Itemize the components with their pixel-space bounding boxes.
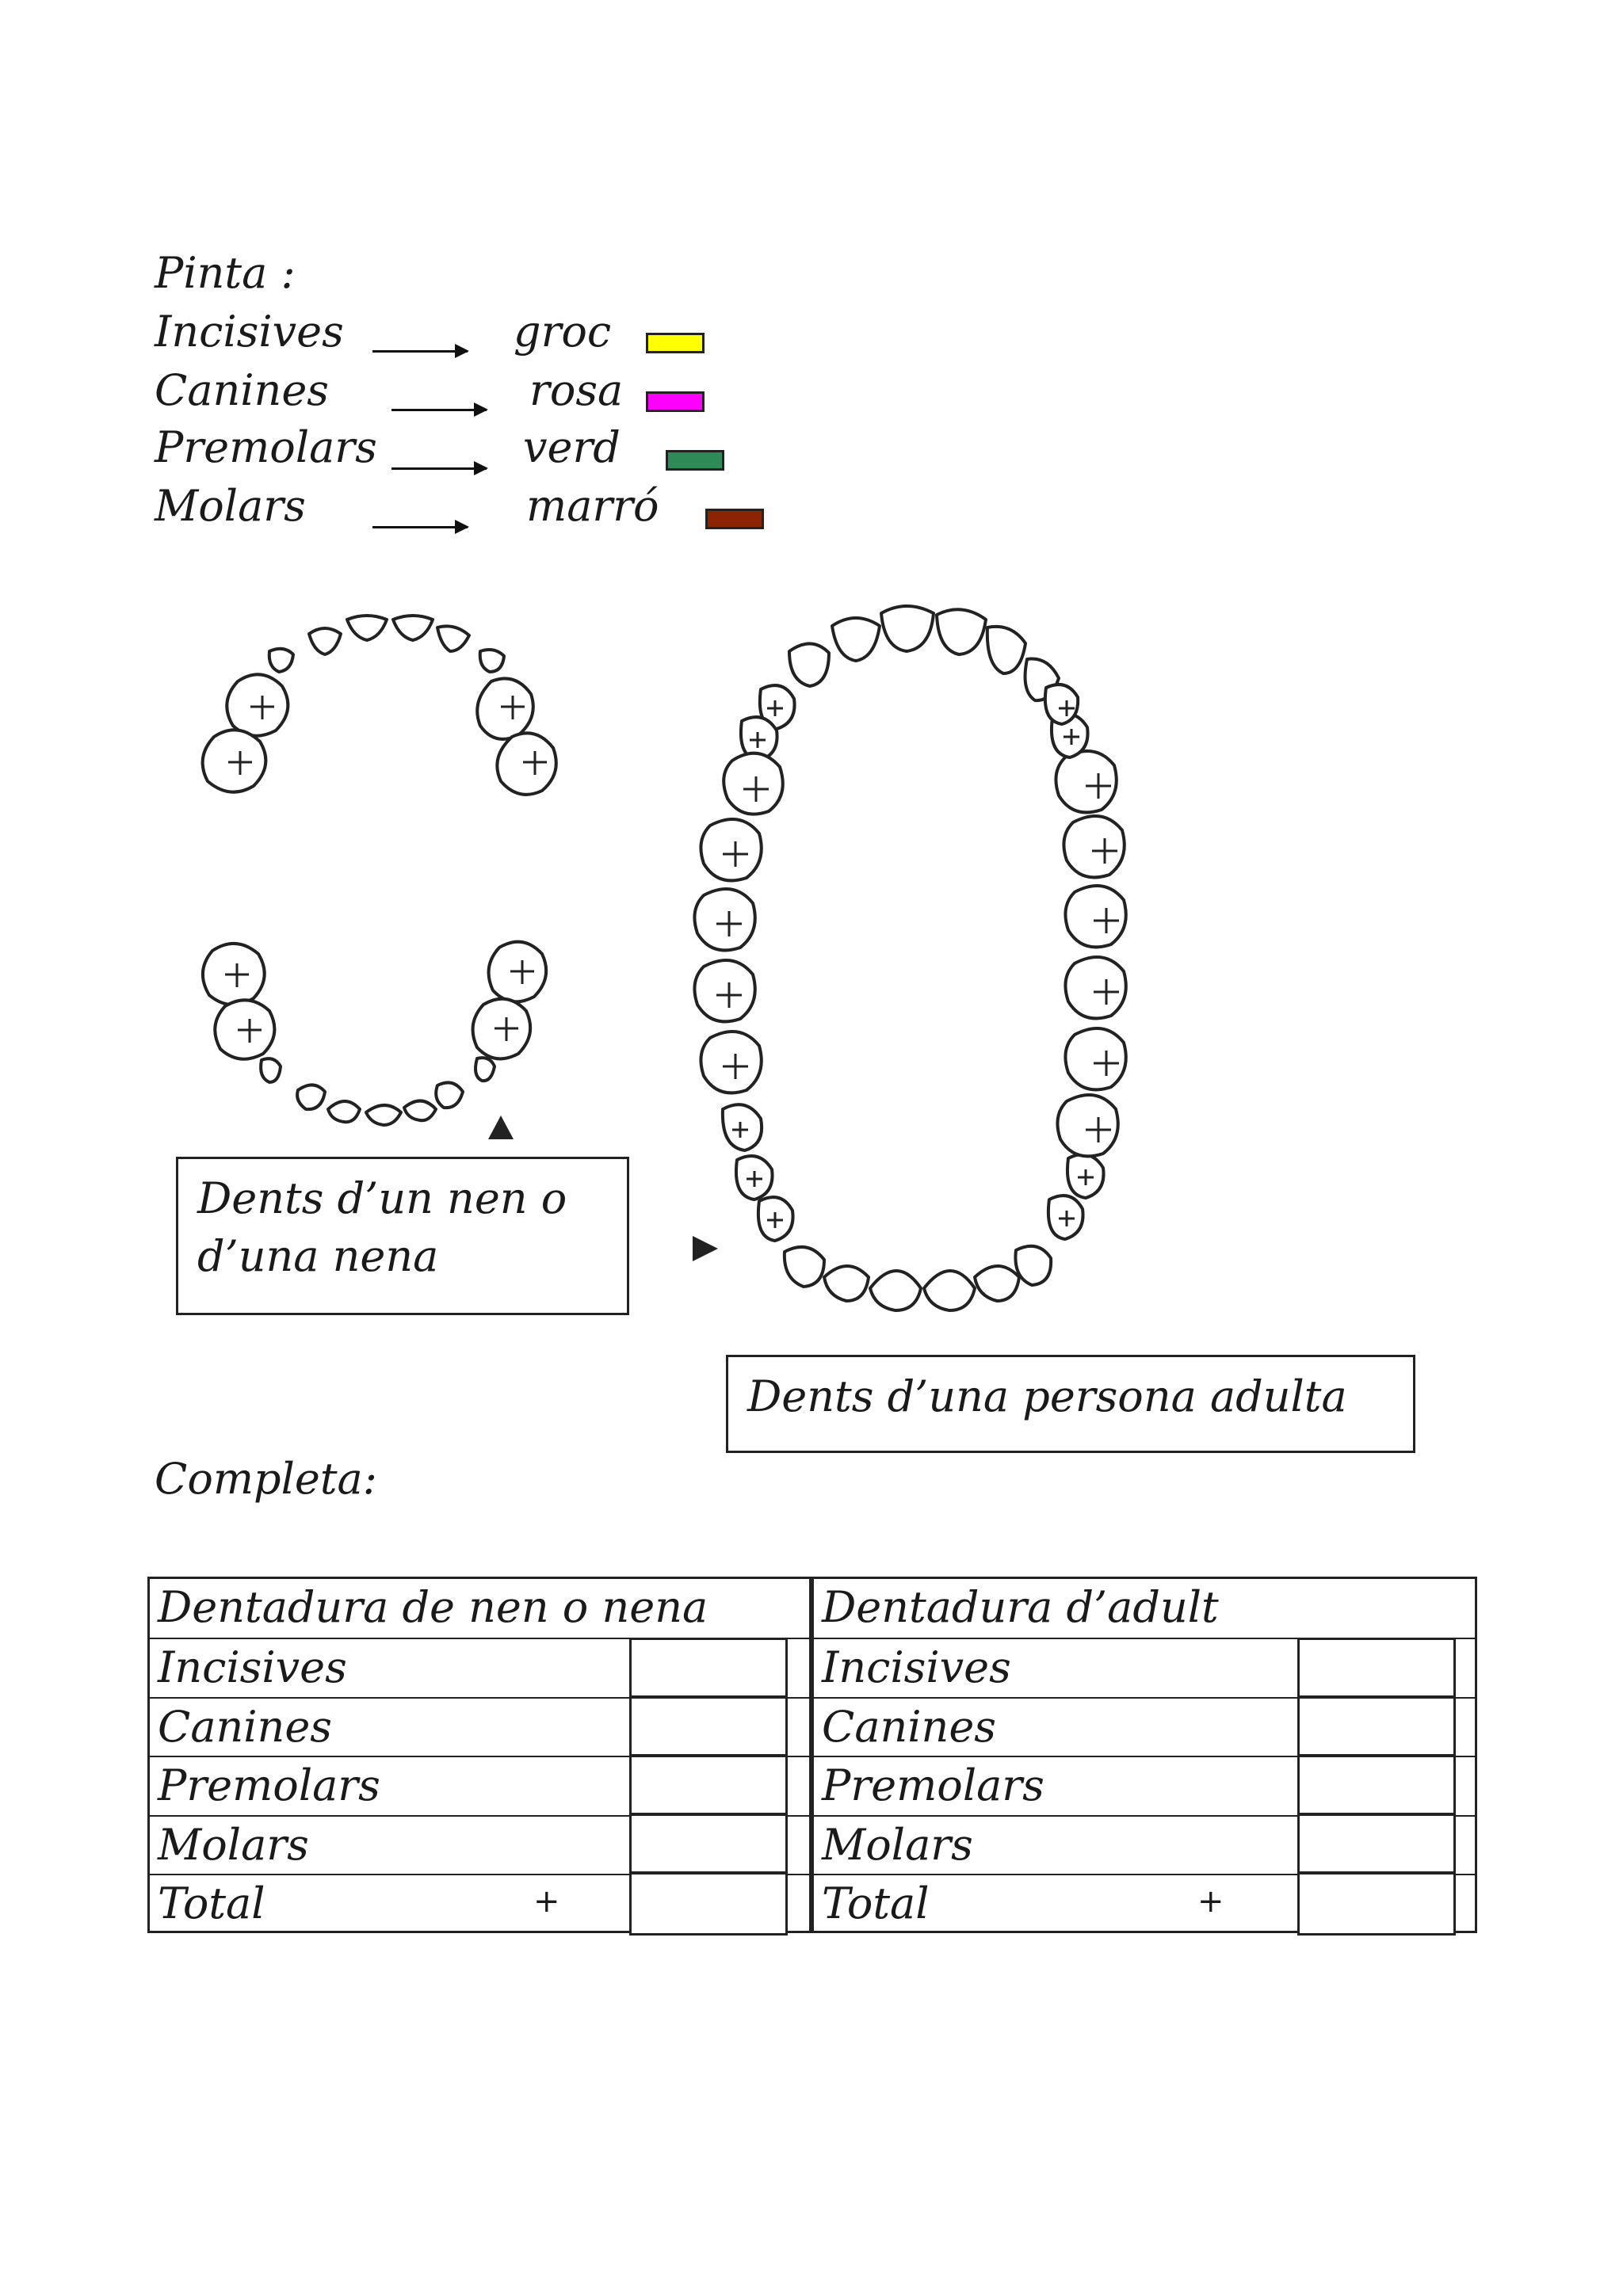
child-teeth-label: Dents d’un nen o d’una nena <box>176 1157 629 1315</box>
row-label-molars: Molars <box>158 1820 309 1870</box>
table-header: Dentadura de nen o nena <box>158 1582 708 1632</box>
row-label-incisives: Incisives <box>158 1642 347 1692</box>
row-label-premolars: Premolars <box>822 1760 1044 1810</box>
arrow-icon <box>372 350 468 353</box>
arrow-icon <box>391 409 487 411</box>
exercise-title: Completa: <box>155 1454 377 1504</box>
child-teeth-diagram <box>158 586 602 1157</box>
plus-sign: + <box>533 1883 560 1920</box>
answer-box-canines[interactable] <box>1297 1696 1456 1756</box>
swatch-green <box>666 450 724 471</box>
row-label-canines: Canines <box>158 1702 333 1752</box>
arrow-icon <box>391 467 487 470</box>
legend-tooth-premolars: Premolars <box>155 422 377 472</box>
answer-box-incisives[interactable] <box>1297 1638 1456 1698</box>
legend-tooth-incisives: Incisives <box>155 307 344 357</box>
row-label-incisives: Incisives <box>822 1642 1011 1692</box>
row-label-molars: Molars <box>822 1820 973 1870</box>
legend-color-marro: marró <box>526 481 659 531</box>
pointer-right-icon <box>693 1236 718 1261</box>
row-label-premolars: Premolars <box>158 1760 380 1810</box>
swatch-brown <box>705 509 764 529</box>
answer-box-molars[interactable] <box>1297 1814 1456 1874</box>
row-label-total: Total <box>158 1878 265 1928</box>
answer-box-molars[interactable] <box>629 1814 788 1874</box>
child-teeth-table <box>147 1577 812 1933</box>
answer-box-premolars[interactable] <box>1297 1755 1456 1815</box>
table-header-row <box>814 1579 1475 1638</box>
swatch-yellow <box>646 333 705 353</box>
adult-teeth-label: Dents d’una persona adulta <box>726 1355 1415 1453</box>
arrow-icon <box>372 526 468 528</box>
legend-color-groc: groc <box>514 307 612 357</box>
legend-color-verd: verd <box>523 422 621 472</box>
answer-box-incisives[interactable] <box>629 1638 788 1698</box>
row-label-total: Total <box>822 1878 930 1928</box>
answer-box-total[interactable] <box>629 1872 788 1936</box>
swatch-pink <box>646 391 705 412</box>
adult-teeth-diagram <box>674 594 1133 1347</box>
row-label-canines: Canines <box>822 1702 997 1752</box>
adult-teeth-table <box>812 1577 1477 1933</box>
legend-tooth-canines: Canines <box>155 365 330 415</box>
table-header-row <box>150 1579 809 1638</box>
legend-tooth-molars: Molars <box>155 481 306 531</box>
table-header: Dentadura d’adult <box>822 1582 1219 1632</box>
answer-box-premolars[interactable] <box>629 1755 788 1815</box>
legend-title: Pinta : <box>155 248 296 298</box>
pointer-up-icon <box>488 1116 514 1139</box>
answer-box-canines[interactable] <box>629 1696 788 1756</box>
answer-box-total[interactable] <box>1297 1872 1456 1936</box>
plus-sign: + <box>1197 1883 1224 1920</box>
legend-color-rosa: rosa <box>529 365 624 415</box>
